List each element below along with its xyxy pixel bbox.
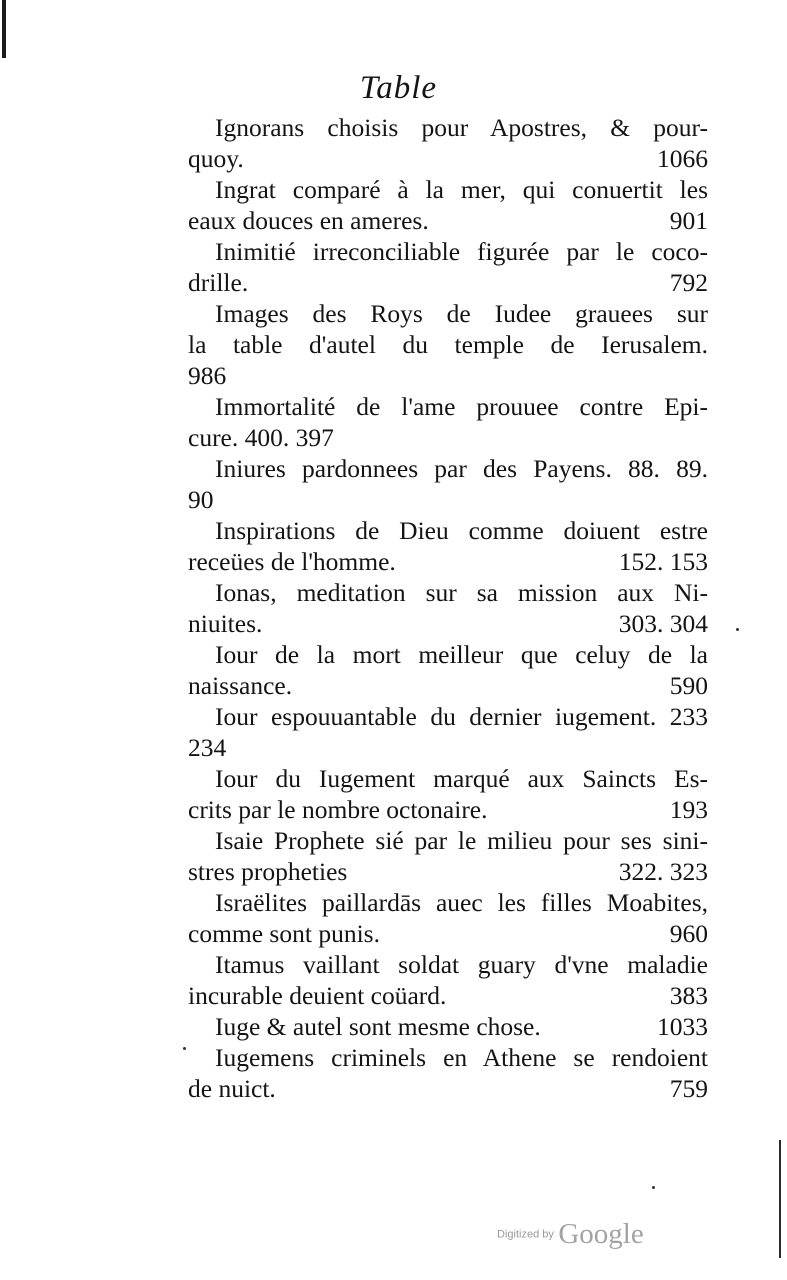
entry-text: eaux douces en ameres. bbox=[188, 206, 429, 235]
ink-speck bbox=[736, 628, 739, 631]
entry-line bbox=[188, 205, 708, 236]
entry-line bbox=[188, 980, 708, 1011]
entry-text: naissance. bbox=[188, 671, 293, 700]
entry-line bbox=[188, 608, 708, 639]
index-entry bbox=[188, 887, 708, 949]
entry-line bbox=[188, 856, 708, 887]
entry-line bbox=[188, 887, 708, 918]
watermark-prefix: Digitized by bbox=[497, 1228, 554, 1241]
entry-text: comme sont punis. bbox=[188, 919, 380, 948]
entry-line bbox=[188, 546, 708, 577]
entry-text: niuites. bbox=[188, 609, 263, 638]
entry-text: incurable deuient coüard. bbox=[188, 981, 447, 1010]
entry-text: Ignorans choisis pour Apostres, & pour- bbox=[215, 113, 708, 142]
entry-text: la table d'autel du temple de Ierusalem. bbox=[188, 330, 708, 359]
entry-text: crits par le nombre octonaire. bbox=[188, 795, 488, 824]
entry-text: Iour du Iugement marqué aux Saincts Es- bbox=[215, 764, 708, 793]
entry-line bbox=[188, 639, 708, 670]
entry-line bbox=[188, 918, 708, 949]
entry-text: cure. 400. 397 bbox=[188, 423, 334, 452]
entry-line bbox=[188, 701, 708, 732]
index-entry bbox=[188, 112, 708, 174]
entry-line bbox=[188, 143, 708, 174]
digitized-by-google-watermark bbox=[497, 1218, 644, 1251]
index-entry bbox=[188, 1011, 708, 1042]
index-entry bbox=[188, 453, 708, 515]
page-reference: 960 bbox=[669, 919, 708, 948]
index-entry bbox=[188, 236, 708, 298]
entry-line bbox=[188, 360, 708, 391]
page-reference: 590 bbox=[669, 671, 708, 700]
page-reference: 901 bbox=[669, 206, 708, 235]
index-entry bbox=[188, 515, 708, 577]
entry-text: Iniures pardonnees par des Payens. 88. 89. bbox=[215, 454, 708, 483]
page-reference: 193 bbox=[669, 795, 708, 824]
index-entry bbox=[188, 949, 708, 1011]
entry-line bbox=[188, 515, 708, 546]
entry-line bbox=[188, 1073, 708, 1104]
entry-line bbox=[188, 112, 708, 143]
entry-text: Ingrat comparé à la mer, qui conuertit les bbox=[215, 175, 708, 204]
entry-line bbox=[188, 174, 708, 205]
entry-text: receües de l'homme. bbox=[188, 547, 396, 576]
entry-line bbox=[188, 763, 708, 794]
ink-speck bbox=[652, 1186, 655, 1189]
entry-text: stres propheties bbox=[188, 857, 348, 886]
page-reference: 759 bbox=[669, 1074, 708, 1103]
entry-text: Inimitié irreconciliable figurée par le coco- bbox=[215, 237, 708, 266]
index-entry bbox=[188, 639, 708, 701]
page-reference: 322. 323 bbox=[618, 857, 708, 886]
entry-text: drille. bbox=[188, 268, 249, 297]
entry-text: Itamus vaillant soldat guary d'vne maladie bbox=[215, 950, 708, 979]
entry-line bbox=[188, 391, 708, 422]
ink-speck bbox=[183, 1047, 186, 1050]
entry-text: Iuge & autel sont mesme chose. bbox=[215, 1012, 541, 1041]
index-entries bbox=[188, 112, 708, 1104]
entry-text: 234 bbox=[188, 733, 227, 762]
scan-edge-mark bbox=[779, 1140, 781, 1258]
running-head: Table bbox=[359, 70, 438, 106]
entry-line bbox=[188, 1042, 708, 1073]
page-reference: 152. 153 bbox=[618, 547, 708, 576]
entry-line bbox=[188, 1011, 708, 1042]
entry-text: 90 bbox=[188, 485, 214, 514]
page-reference: 383 bbox=[669, 981, 708, 1010]
index-entry bbox=[188, 1042, 708, 1104]
entry-text: Isaie Prophete sié par le milieu pour ses sini- bbox=[215, 826, 708, 855]
index-entry bbox=[188, 391, 708, 453]
entry-line bbox=[188, 484, 708, 515]
entry-text: Israëlites paillardās auec les filles Moabites, bbox=[215, 888, 708, 917]
index-entry bbox=[188, 763, 708, 825]
page-reference: 1033 bbox=[657, 1012, 708, 1041]
entry-text: Iugemens criminels en Athene se rendoient bbox=[215, 1043, 708, 1072]
entry-text: Inspirations de Dieu comme doiuent estre bbox=[215, 516, 708, 545]
page-reference: 303. 304 bbox=[618, 609, 708, 638]
entry-text: Ionas, meditation sur sa mission aux Ni- bbox=[215, 578, 708, 607]
index-entry bbox=[188, 701, 708, 763]
index-entry bbox=[188, 298, 708, 391]
index-entry bbox=[188, 825, 708, 887]
page-reference: 1066 bbox=[657, 144, 708, 173]
scan-edge-mark bbox=[2, 0, 6, 58]
entry-text: de nuict. bbox=[188, 1074, 276, 1103]
entry-text: Iour de la mort meilleur que celuy de la bbox=[215, 640, 708, 669]
entry-line bbox=[188, 949, 708, 980]
entry-text: 986 bbox=[188, 361, 227, 390]
entry-line bbox=[188, 267, 708, 298]
index-entry bbox=[188, 174, 708, 236]
entry-text: Iour espouuantable du dernier iugement. 233 bbox=[215, 702, 708, 731]
entry-line bbox=[188, 825, 708, 856]
entry-text: Images des Roys de Iudee grauees sur bbox=[215, 299, 708, 328]
google-logo: Google bbox=[558, 1218, 644, 1250]
entry-line bbox=[188, 329, 708, 360]
entry-text: quoy. bbox=[188, 144, 244, 173]
entry-line bbox=[188, 577, 708, 608]
entry-line bbox=[188, 732, 708, 763]
entry-line bbox=[188, 298, 708, 329]
entry-line bbox=[188, 422, 708, 453]
entry-line bbox=[188, 670, 708, 701]
index-entry bbox=[188, 577, 708, 639]
entry-text: Immortalité de l'ame prouuee contre Epi- bbox=[215, 392, 708, 421]
page-reference: 792 bbox=[669, 268, 708, 297]
entry-line bbox=[188, 236, 708, 267]
entry-line bbox=[188, 794, 708, 825]
entry-line bbox=[188, 453, 708, 484]
